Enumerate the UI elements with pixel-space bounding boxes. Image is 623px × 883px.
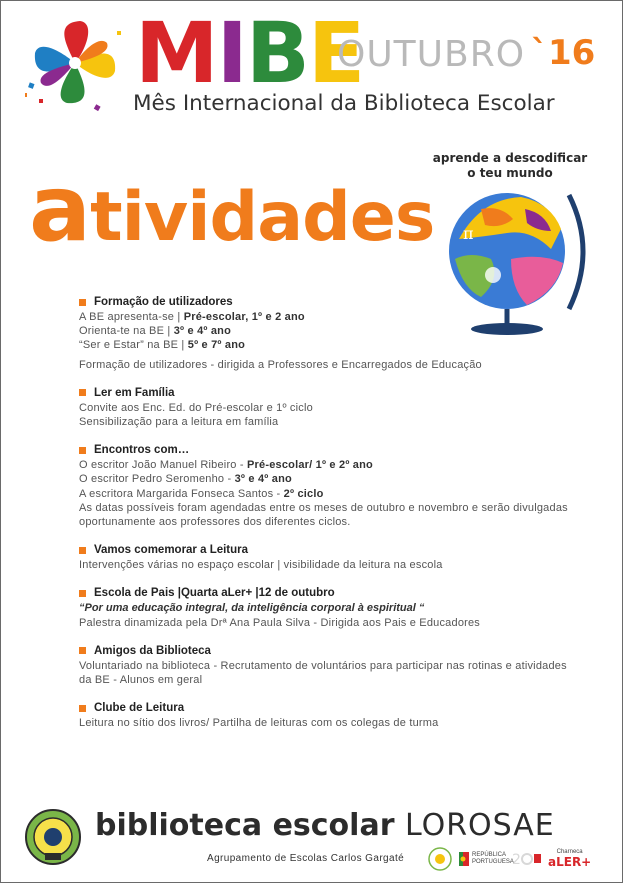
section-heading [79,586,579,600]
section-line: Convite aos Enc. Ed. do Pré-escolar e 1º ciclo [79,401,313,414]
section-heading [79,701,579,715]
line-bold-text: Pré-escolar, 1º e 2 ano [183,311,305,323]
section-heading [79,644,579,658]
mibe-star-logo [25,13,125,113]
section-paragraph: As datas possíveis foram agendadas entre os meses de outubro e novembro e serão divulgadas oportunamente aos professores dos diferentes ciclos. [79,501,568,529]
republica-label: REPÚBLICA PORTUGUESA [472,852,514,865]
globe-caption-line1: aprende a descodificar [432,151,588,165]
footer-title-lorosae: LOROSAE [404,808,555,843]
line-text: Orienta-te na BE | [79,325,174,338]
section-line: Sensibilização para a leitura em família [79,416,279,429]
line-text: A BE apresenta-se | [79,311,184,323]
line-bold-text: Pré-escolar/ 1º e 2º ano [247,459,373,472]
section-clube-leitura [79,701,579,730]
title-rest: tividades [90,178,435,257]
orange-bullet-icon [79,447,86,454]
orange-bullet-icon [79,389,86,396]
activities-list [79,295,579,744]
line-bold-text: 2º ciclo [283,487,324,500]
globe-caption-line2: o teu mundo [467,166,553,180]
section-heading-text: Ler em Família [94,386,175,399]
line-text: A escritora Margarida Fonseca Santos - [79,487,284,500]
title-first-letter: a [29,155,91,262]
section-heading-text: Clube de Leitura [94,702,185,715]
month-label: OUTUBRO [337,34,526,75]
section-line [79,472,579,486]
footer-title [95,806,555,846]
event-subtitle: Mês Internacional da Biblioteca Escolar [133,91,555,116]
section-heading-text: Encontros com… [94,444,190,457]
republica-logo [459,852,514,866]
section-heading-text: Amigos da Biblioteca [94,644,211,657]
section-heading-text: Vamos comemorar a Leitura [94,544,249,557]
section-heading [79,443,579,457]
republica-flag-icon [459,852,469,866]
section-heading [79,295,579,309]
orange-bullet-icon [79,547,86,554]
aler-logo [548,849,591,869]
section-heading-text: Formação de utilizadores [94,296,233,308]
section-quote: “Por uma educação integral, da inteligência corporal à espiritual “ [79,602,425,615]
section-comemorar-leitura [79,543,579,572]
line-bold-text: 5º e 7º ano [187,339,246,352]
orange-bullet-icon [79,299,86,306]
orange-bullet-icon [79,590,86,597]
partner-logos [427,844,591,874]
section-line: Palestra dinamizada pela Drª Ana Paula Silva - Dirigida aos Pais e Educadores [79,616,481,629]
line-text: O escritor Pedro Seromenho - [79,473,235,486]
footer-subtitle: Agrupamento de Escolas Carlos Gargaté [207,853,405,864]
section-paragraph: Voluntariado na biblioteca - Recrutamento de voluntários para participar nas rotinas e atividades da BE - Alunos em geral [79,659,567,687]
aler-label: aLER+ [548,855,592,869]
library-seal-logo [23,807,83,867]
orange-bullet-icon [79,705,86,712]
charneca-label: Charneca [556,849,583,855]
section-line [79,310,579,324]
section-heading [79,386,579,400]
section-formacao [79,295,579,372]
mibe-letter-m: M [135,4,217,102]
section-amigos-biblioteca [79,644,579,687]
section-encontros [79,443,579,529]
footer-title-bold: biblioteca escolar [95,808,395,843]
section-extra-line: Formação de utilizadores - dirigida a Professores e Encarregados de Educação [79,358,482,371]
line-bold-text: 3º e 4º ano [173,325,232,338]
line-text: “Ser e Estar” na BE | [79,339,188,352]
line-bold-text: 3º e 4º ano [234,473,292,486]
line-text: O escritor João Manuel Ribeiro - [79,459,247,472]
partner-seal-icon [427,846,453,872]
svg-text:2: 2 [512,852,521,868]
orange-bullet-icon [79,647,86,654]
mibe-letter-b: B [245,4,308,102]
year-label: `16 [531,33,596,73]
page-title [29,155,435,262]
mibe-letter-i: I [216,4,246,102]
section-heading [79,543,579,557]
globe-caption [421,151,599,181]
section-line [79,324,579,338]
mibe-wordmark [135,4,364,102]
rbe-2016-logo-icon [512,850,542,868]
section-line [79,338,579,352]
section-line [79,458,579,472]
section-line: Intervenções várias no espaço escolar | visibilidade da leitura na escola [79,559,443,572]
section-ler-em-familia [79,386,579,429]
svg-text:π: π [463,224,474,243]
section-line [79,487,579,501]
section-line: Leitura no sítio dos livros/ Partilha de leituras com os colegas de turma [79,717,439,730]
mibe-letter-e: E [307,4,364,102]
section-escola-de-pais [79,586,579,629]
section-heading-text: Escola de Pais |Quarta aLer+ |12 de outubro [94,587,335,600]
